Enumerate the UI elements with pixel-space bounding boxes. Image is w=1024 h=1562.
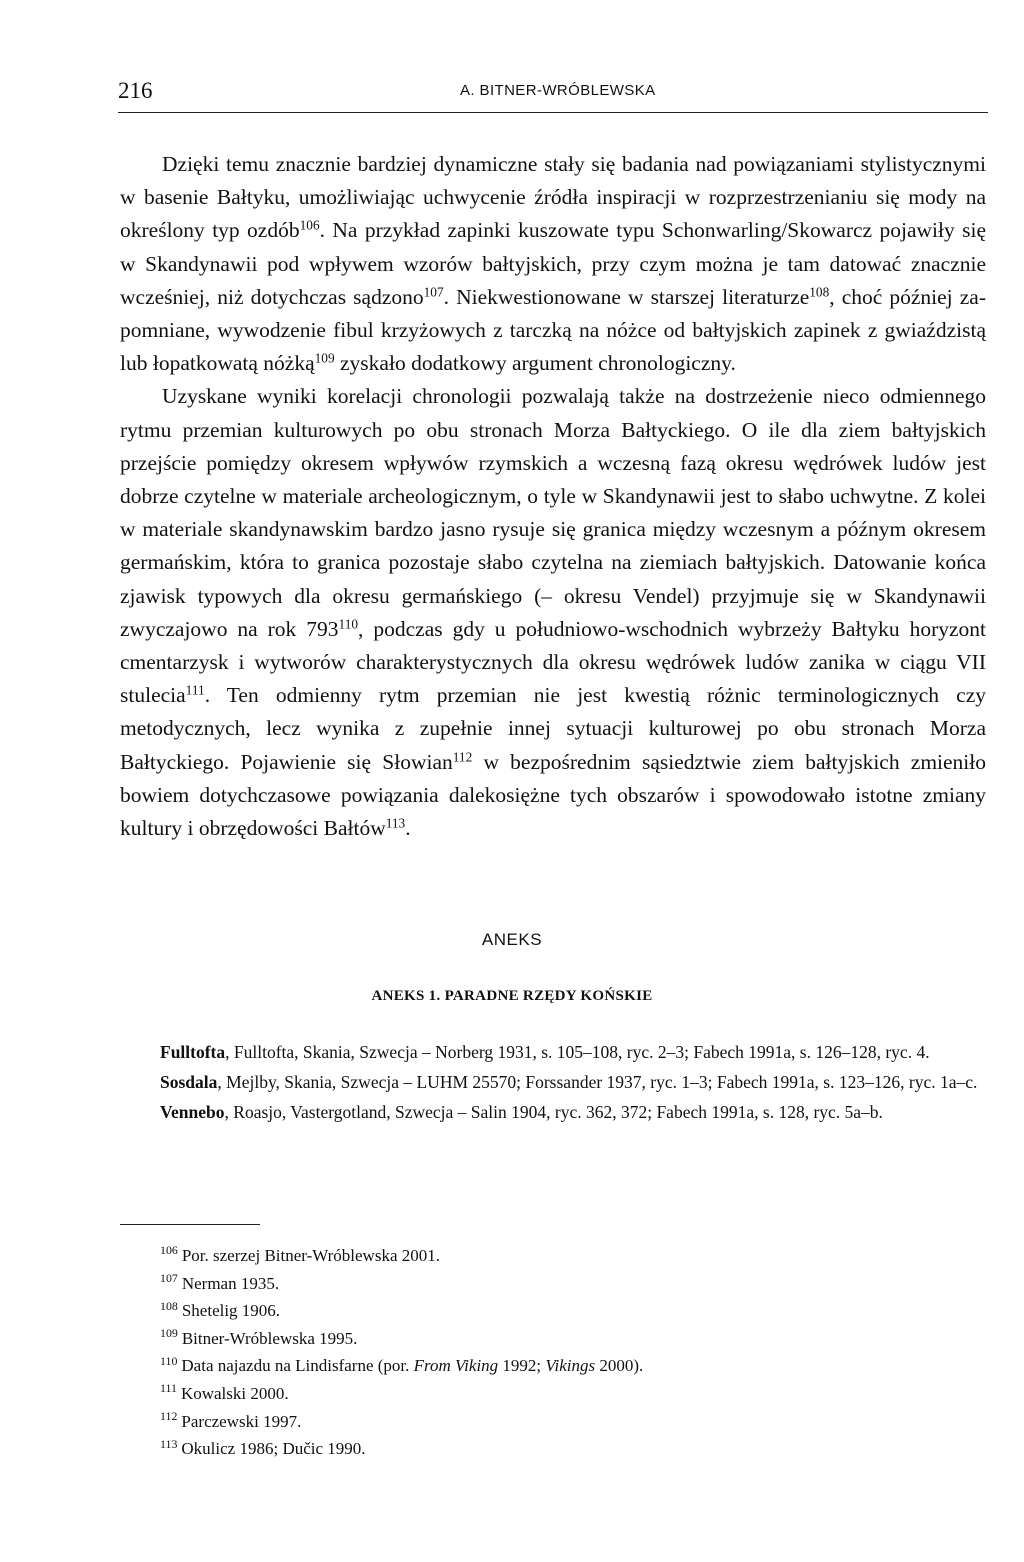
footnote-ref-108[interactable]: 108	[809, 284, 830, 300]
main-text	[120, 148, 986, 845]
annex-heading: ANEKS	[481, 930, 543, 949]
annex-entry	[160, 1099, 986, 1125]
footnote	[160, 1352, 643, 1380]
footnote-ref-107[interactable]: 107	[423, 284, 444, 300]
footnote-number: 109	[160, 1326, 178, 1341]
entry-text: , Mejlby, Skania, Szwecja – LUHM 25570; Forssander 1937, ryc. 1–3; Fabech 1991a, s. 123–126, ryc. 1a–c.	[217, 1072, 978, 1092]
footnote-text: Bitner-Wróblewska 1995.	[181, 1328, 358, 1348]
text-span: w bezpośrednim sąsiedztwie ziem bałtyjskich zmieniło bowiem dotychczasowe powiązania dalekosiężne tych obszarów i spowodowało istotne zmiany kultury i obrzędowości Bałtów	[120, 749, 987, 841]
footnote-list	[160, 1242, 643, 1463]
footnote-ref-113[interactable]: 113	[385, 815, 406, 831]
footnote-number: 106	[160, 1243, 178, 1258]
footnote-text: Parczewski 1997.	[181, 1411, 302, 1431]
text-span: , choć później zapomniane, wywodzenie fibul krzyżowych z tarczką na nóżce od bałtyjskich zapinek z gwiaździstą lub łopatkowatą nóżką	[120, 284, 986, 376]
text-span: . Niekwestionowane w starszej literaturze	[443, 284, 810, 309]
text-span: . Ten odmienny rytm przemian nie jest kwestią różnic terminologicznych czy metodycznych, lecz wynika z zupełnie innej sytuacji kulturowej po obu stronach Morza Bałtyckiego. Pojawienie się Słowian	[120, 683, 986, 774]
page-number: 216	[118, 78, 153, 103]
paragraph-2	[120, 380, 986, 845]
annex-entry	[160, 1069, 986, 1095]
annex-subheading: ANEKS 1. PARADNE RZĘDY KOŃSKIE	[371, 988, 653, 1004]
page-header	[118, 76, 988, 113]
text-span: , podczas gdy u południowo-wschodnich wybrzeży Bałtyku horyzont cmentarzysk i wytworów charakterystycznych dla okresu wędrówek ludów zanika w ciągu VII stulecia	[120, 616, 987, 708]
footnote	[160, 1242, 643, 1270]
footnote	[160, 1325, 643, 1353]
footnote-ref-110[interactable]: 110	[338, 616, 359, 632]
running-head: A. BITNER-WRÓBLEWSKA	[460, 82, 656, 99]
footnote	[160, 1380, 643, 1408]
entry-text: , Fulltofta, Skania, Szwecja – Norberg 1931, s. 105–108, ryc. 2–3; Fabech 1991a, s. 126–128, ryc. 4.	[225, 1042, 930, 1062]
footnote-text: Okulicz 1986; Dučic 1990.	[181, 1439, 366, 1459]
footnote-ref-109[interactable]: 109	[314, 350, 335, 366]
footnote-divider	[120, 1224, 260, 1225]
paragraph-1	[120, 148, 986, 380]
footnote-text: Nerman 1935.	[181, 1273, 280, 1293]
footnote-ref-112[interactable]: 112	[452, 749, 473, 765]
text-span: . Na przykład zapinki kuszowate typu Schonwarling/Skowarcz pojawiły się w Skandynawii pod wpływem wzorów bałtyjskich, przy czym można je tam datować znacznie wcześniej, niż dotychczas sądzono	[120, 218, 986, 309]
text-span: .	[405, 816, 411, 841]
annex-entry	[160, 1039, 986, 1065]
footnote-italic-title: Vikings	[545, 1356, 596, 1376]
footnote-number: 113	[160, 1436, 178, 1451]
text-span: Uzyskane wyniki korelacji chronologii pozwalają także na dostrzeżenie nieco odmiennego rytmu przemian kulturowych po obu stronach Morza Bałtyckiego. O ile dla ziem bałtyjskich przejście pomiędzy okresem wpływów rzymskich a wczesną fazą okresu wędrówek ludów jest dobrze czytelne w materiale archeologicznym, o tyle w Skandynawii jest to słabo uchwytne. Z kolei w materiale skandynawskim bardzo jasno rysuje się granica między wczesnym a późnym okresem germańskim, która to granica pozostaje słabo czytelna na ziemiach bałtyjskich. Datowanie końca zjawisk typowych dla okresu germańskiego (– okresu Vendel) przyjmuje się w Skandynawii zwyczajowo na rok 793	[120, 384, 986, 641]
footnote-italic-title: From Viking	[413, 1356, 499, 1376]
footnote-number: 112	[160, 1409, 178, 1424]
footnote-number: 108	[160, 1298, 178, 1313]
footnote-text: Kowalski 2000.	[180, 1383, 289, 1403]
annex-entry-list	[160, 1039, 986, 1129]
footnote-text: Shetelig 1906.	[181, 1301, 281, 1321]
entry-text: , Roasjo, Vastergotland, Szwecja – Salin 1904, ryc. 362, 372; Fabech 1991a, s. 128, ryc. 5a–b.	[224, 1102, 883, 1122]
text-span: Dzięki temu znacznie bardziej dynamiczne stały się badania nad powiązaniami stylistycznymi w basenie Bałtyku, umożliwiając uchwycenie źródła inspiracji w rozprzestrzenianiu się mody na określony typ ozdób	[120, 152, 986, 243]
footnote-text: Por. szerzej Bitner-Wróblewska 2001.	[181, 1246, 440, 1265]
footnote-number: 107	[160, 1271, 178, 1286]
site-name: Vennebo	[160, 1102, 225, 1122]
footnote	[160, 1297, 643, 1325]
footnote-ref-111[interactable]: 111	[185, 682, 205, 698]
footnote-ref-106[interactable]: 106	[299, 218, 320, 234]
footnote-number: 111	[160, 1381, 177, 1396]
footnote-text: 2000).	[595, 1356, 644, 1376]
text-span: zyskało dodatkowy argument chronologiczny.	[334, 351, 736, 376]
site-name: Fulltofta	[160, 1042, 226, 1062]
footnote	[160, 1270, 643, 1298]
footnote-number: 110	[160, 1353, 178, 1368]
footnote	[160, 1408, 643, 1436]
footnote	[160, 1435, 643, 1463]
footnote-text: 1992;	[498, 1356, 546, 1376]
footnote-text: Data najazdu na Lindisfarne (por.	[181, 1356, 414, 1376]
site-name: Sosdala	[160, 1072, 218, 1092]
